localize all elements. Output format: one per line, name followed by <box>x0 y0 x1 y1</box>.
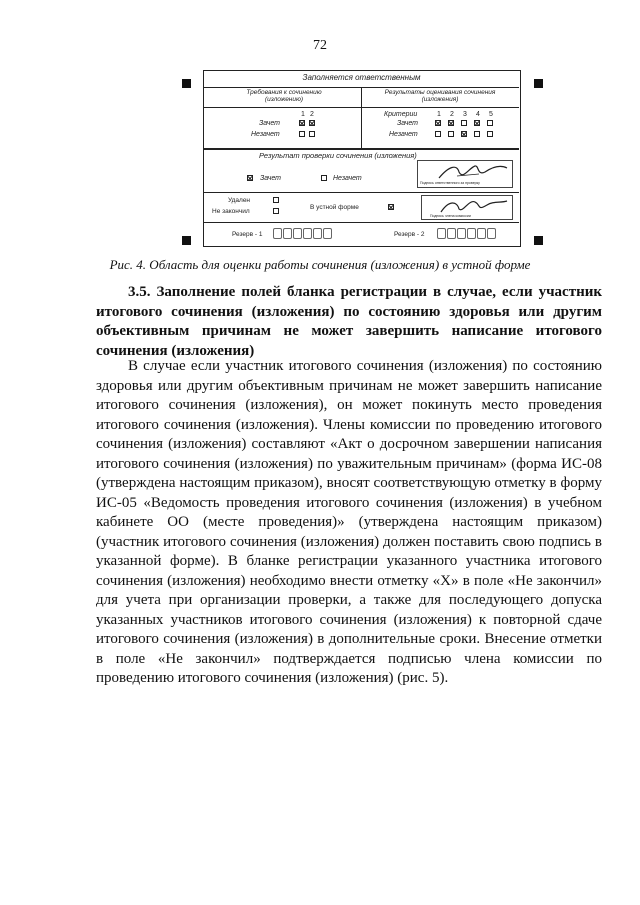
criteria-number: 3 <box>463 111 467 118</box>
reserve-2-label: Резерв - 2 <box>394 231 425 238</box>
req-number: 1 <box>301 111 305 118</box>
figure-caption: Рис. 4. Область для оценки работы сочинения (изложения) в устной форме <box>109 257 531 272</box>
req-nezachet-checkbox-2[interactable] <box>309 131 315 137</box>
form-corner-marker <box>182 236 191 245</box>
crit-zachet-checkbox-4[interactable] <box>474 120 480 126</box>
criteria-label: Критерии <box>384 111 418 118</box>
removed-label: Удален <box>228 197 251 204</box>
criteria-number: 4 <box>476 111 480 118</box>
signature-scribble <box>423 197 513 215</box>
crit-nezachet-checkbox-5[interactable] <box>487 131 493 137</box>
check-nezachet-label: Незачет <box>333 175 362 182</box>
reserve-1-label: Резерв - 1 <box>232 231 263 238</box>
req-number: 2 <box>310 111 314 118</box>
crit-nezachet-checkbox-3[interactable] <box>461 131 467 137</box>
signature-caption: Подпись члена комиссии <box>430 214 471 218</box>
results-title: Результаты оценивания сочинения (изложения) <box>384 89 496 103</box>
body-paragraph: В случае если участник итогового сочинения (изложения) по состоянию здоровья или другим объективным причинам не может завершить написание итогового сочинения (изложения), он может покинуть место проведения итогового сочинения (изложения). Члены комиссии по проведению итогового сочинения (изложения) составляют «Акт о досрочном завершении написания итогового сочинения (изложения) по уважительным причинам» (форма ИС-08 (утверждена настоящим приказом), вносят соответствующую отметку в форму ИС-05 «Ведомость проведения итогового сочинения (изложения) в учебном кабинете ОО (месте проведения)» (утверждена настоящим приказом) (участник итогового сочинения (изложения) должен поставить свою подпись в указанной форме). В бланке регистрации указанного участника итогового сочинения (изложения) необходимо внести отметку «X» в поле «Не закончил» для учета при организации проверки, а также для последующего допуска указанных участников итогового сочинения (изложения) к повторной сдаче итогового сочинения (изложения) в дополнительные сроки. Внесение отметки в поле «Не закончил» подтверждается подписью члена комиссии по проведению итогового сочинения (изложения) (рис. 5). <box>96 358 602 686</box>
check-zachet-label: Зачет <box>260 175 281 182</box>
form-header: Заполняется ответственным <box>302 73 421 82</box>
signature-caption: Подпись ответственного за проверку <box>420 181 480 185</box>
req-zachet-checkbox-1[interactable] <box>299 120 305 126</box>
requirements-title: Требования к сочинению (изложению) <box>246 89 322 103</box>
form-corner-marker <box>534 236 543 245</box>
crit-zachet-checkbox-3[interactable] <box>461 120 467 126</box>
reserve-2-field[interactable] <box>437 228 497 239</box>
crit-zachet-checkbox-2[interactable] <box>448 120 454 126</box>
check-result-title: Результат проверки сочинения (изложения) <box>259 151 417 160</box>
req-zachet-checkbox-2[interactable] <box>309 120 315 126</box>
check-nezachet-checkbox[interactable] <box>321 175 327 181</box>
removed-checkbox[interactable] <box>273 197 279 203</box>
signature-scribble <box>419 162 513 182</box>
oral-form-assessment-area <box>203 70 521 247</box>
not-finished-label: Не закончил <box>212 208 250 215</box>
criteria-number: 1 <box>437 111 441 118</box>
crit-zachet-label: Зачет <box>397 120 418 127</box>
criteria-number: 2 <box>450 111 454 118</box>
crit-nezachet-label: Незачет <box>389 131 418 138</box>
crit-nezachet-checkbox-2[interactable] <box>448 131 454 137</box>
section-heading: 3.5. Заполнение полей бланка регистрации в случае, если участник итогового сочинения (изложения) по состоянию здоровья или другим объективным причинам не может завершить написание итогового сочинения (изложения) <box>96 284 602 359</box>
form-corner-marker <box>534 79 543 88</box>
crit-nezachet-checkbox-4[interactable] <box>474 131 480 137</box>
check-zachet-checkbox[interactable] <box>247 175 253 181</box>
form-corner-marker <box>182 79 191 88</box>
oral-form-checkbox[interactable] <box>388 204 394 210</box>
not-finished-checkbox[interactable] <box>273 208 279 214</box>
page-number: 72 <box>313 38 327 53</box>
signature-box-checker[interactable] <box>417 160 513 188</box>
crit-zachet-checkbox-1[interactable] <box>435 120 441 126</box>
crit-nezachet-checkbox-1[interactable] <box>435 131 441 137</box>
crit-zachet-checkbox-5[interactable] <box>487 120 493 126</box>
req-zachet-label: Зачет <box>259 120 280 127</box>
req-nezachet-label: Незачет <box>251 131 280 138</box>
req-nezachet-checkbox-1[interactable] <box>299 131 305 137</box>
reserve-1-field[interactable] <box>273 228 333 239</box>
criteria-number: 5 <box>489 111 493 118</box>
oral-form-label: В устной форме <box>310 204 359 211</box>
signature-box-commission[interactable] <box>421 195 513 220</box>
